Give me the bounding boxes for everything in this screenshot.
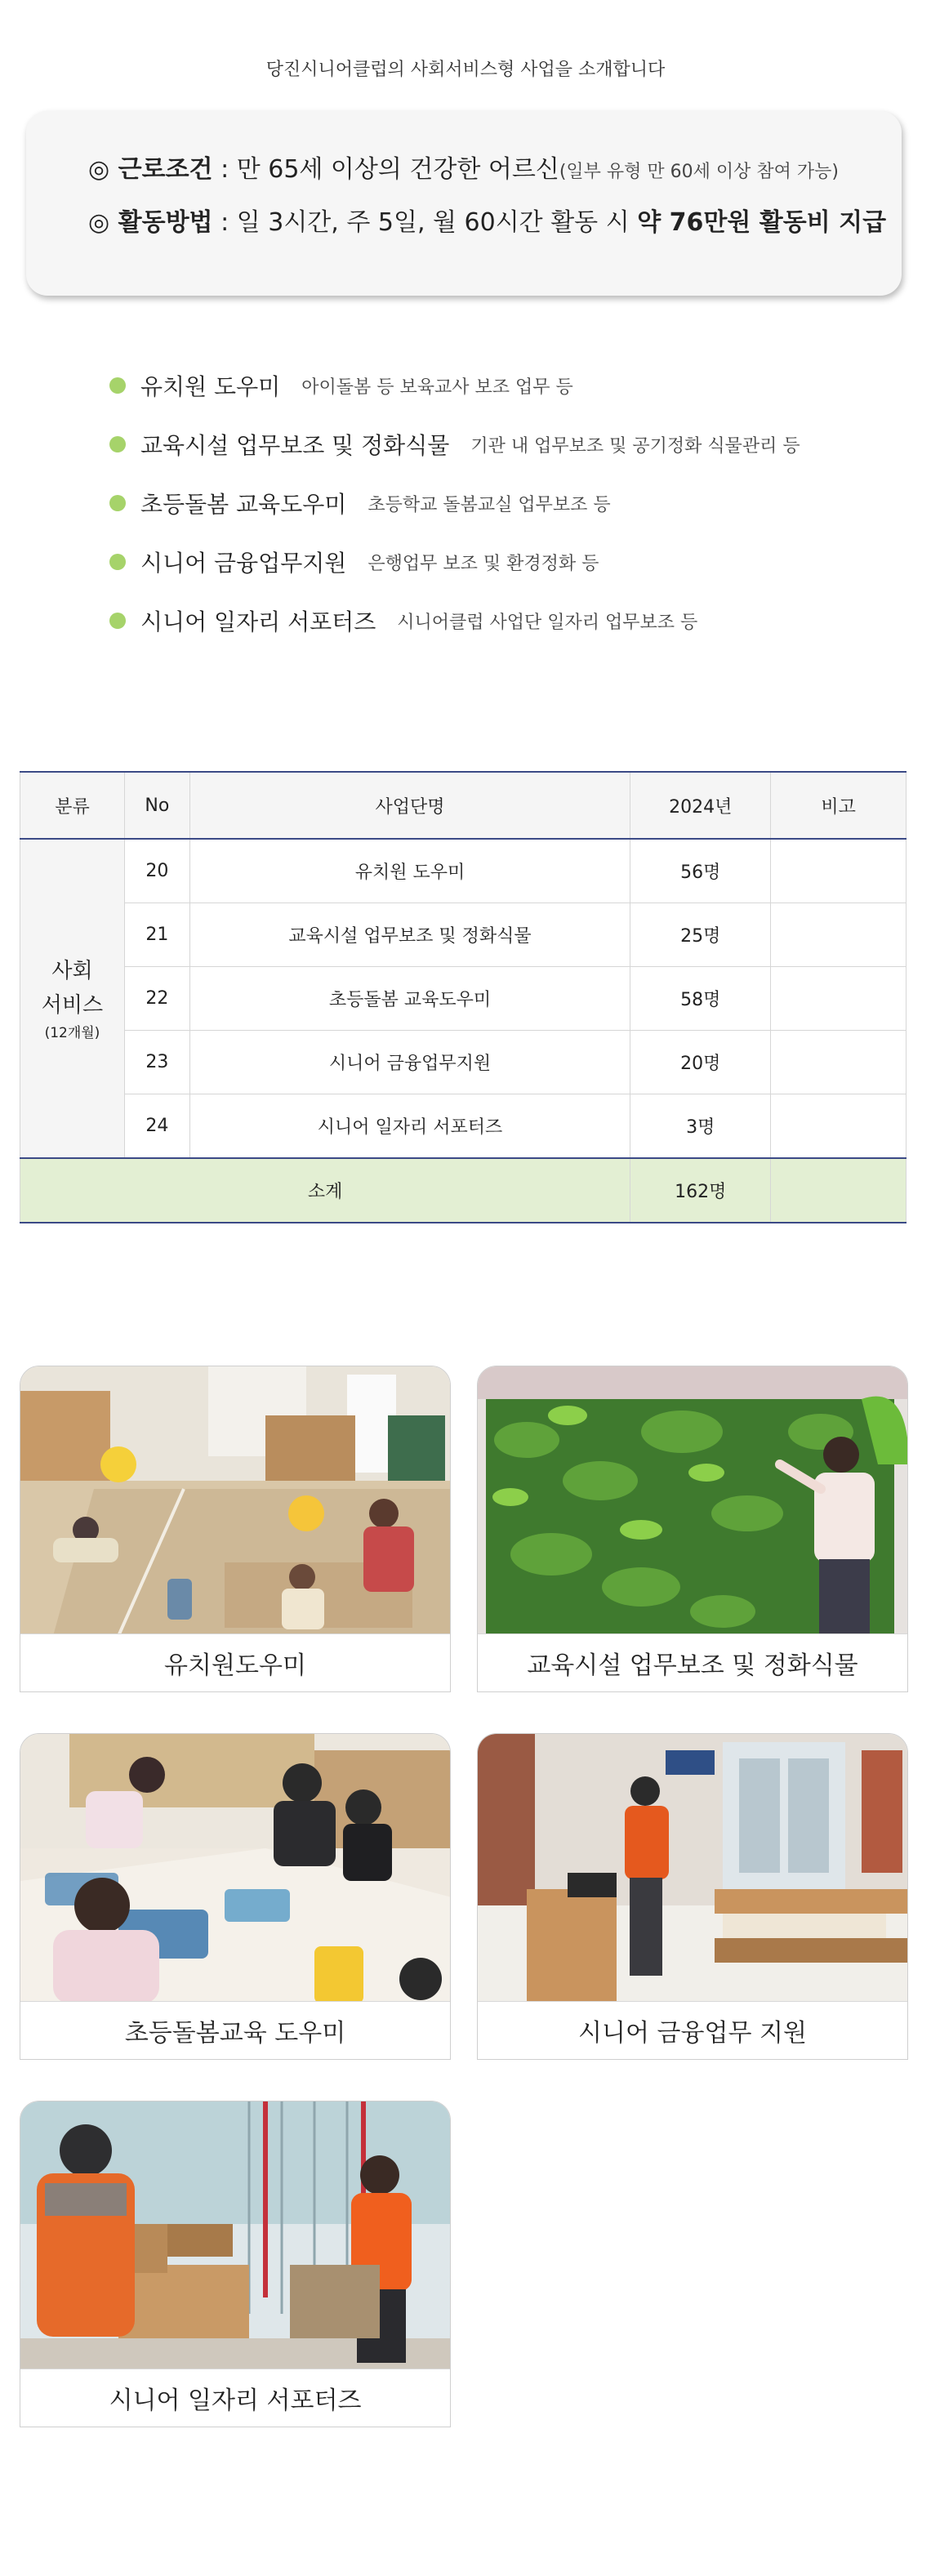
activity-method-text: : 일 3시간, 주 5일, 월 60시간 활동 시 — [212, 208, 638, 237]
row-no: 24 — [124, 1094, 189, 1159]
subtotal-label: 소계 — [20, 1158, 630, 1223]
work-condition-head: ◎ 근로조건 — [88, 155, 213, 184]
category-sub: (12개월) — [44, 1024, 100, 1041]
subtotal-row — [20, 1158, 906, 1223]
row-count: 20명 — [630, 1031, 771, 1094]
list-item — [109, 415, 800, 474]
activity-method-head: ◎ 활동방법 — [88, 208, 213, 237]
card-caption: 시니어 일자리 서포터즈 — [20, 2369, 450, 2427]
kindergarten-photo — [20, 1366, 450, 1636]
job-desc: 시니어클럽 사업단 일자리 업무보조 등 — [397, 612, 698, 633]
table-row — [20, 1031, 906, 1094]
header-note: 비고 — [771, 772, 906, 839]
row-no: 21 — [124, 903, 189, 967]
bullet-dot-icon — [109, 613, 126, 629]
row-note — [771, 839, 906, 903]
table-row — [20, 839, 906, 903]
job-name: 유치원 도우미 — [140, 373, 281, 400]
category-main-2: 서비스 — [41, 992, 104, 1018]
bullet-dot-icon — [109, 495, 126, 511]
job-name: 초등돌봄 교육도우미 — [140, 491, 347, 518]
bank-lobby-photo — [478, 1734, 907, 2003]
gallery-card — [477, 1366, 908, 1692]
row-no: 20 — [124, 839, 189, 903]
header-name: 사업단명 — [189, 772, 630, 839]
header-category: 분류 — [20, 772, 125, 839]
row-name: 교육시설 업무보조 및 정화식물 — [189, 903, 630, 967]
card-caption: 초등돌봄교육 도우미 — [20, 2001, 450, 2059]
job-desc: 초등학교 돌봄교실 업무보조 등 — [368, 494, 611, 515]
list-item — [109, 356, 800, 415]
card-caption: 유치원도우미 — [20, 1633, 450, 1691]
row-count: 58명 — [630, 967, 771, 1031]
row-no: 22 — [124, 967, 189, 1031]
row-no: 23 — [124, 1031, 189, 1094]
card-caption: 교육시설 업무보조 및 정화식물 — [478, 1633, 907, 1691]
subtotal-note — [771, 1158, 906, 1223]
activity-method — [88, 207, 902, 239]
list-item — [109, 533, 800, 591]
job-desc: 기관 내 업무보조 및 공기정화 식물관리 등 — [470, 435, 800, 457]
list-item — [109, 591, 800, 650]
activity-pay: 약 76만원 활동비 지급 — [637, 208, 887, 237]
category-main-1: 사회 — [51, 958, 93, 983]
bullet-dot-icon — [109, 554, 126, 570]
table-header-row — [20, 772, 906, 839]
row-name: 시니어 일자리 서포터즈 — [189, 1094, 630, 1159]
row-name: 유치원 도우미 — [189, 839, 630, 903]
gallery-card — [20, 2101, 451, 2427]
job-desc: 은행업무 보조 및 환경정화 등 — [368, 553, 599, 574]
green-wall-photo — [478, 1366, 907, 1636]
table-row — [20, 903, 906, 967]
table-row — [20, 1094, 906, 1159]
row-note — [771, 1031, 906, 1094]
row-note — [771, 1094, 906, 1159]
row-count: 25명 — [630, 903, 771, 967]
row-note — [771, 967, 906, 1031]
row-name: 초등돌봄 교육도우미 — [189, 967, 630, 1031]
row-count: 3명 — [630, 1094, 771, 1159]
row-note — [771, 903, 906, 967]
work-condition — [88, 154, 902, 189]
list-item — [109, 474, 800, 533]
row-count: 56명 — [630, 839, 771, 903]
conditions-box — [26, 111, 902, 296]
header-no: No — [124, 772, 189, 839]
category-cell — [20, 839, 125, 1158]
job-name: 시니어 일자리 서포터즈 — [140, 608, 376, 635]
gallery-card — [20, 1733, 451, 2060]
warehouse-photo — [20, 2101, 450, 2371]
program-table — [20, 771, 906, 1223]
table-row — [20, 967, 906, 1031]
bullet-dot-icon — [109, 377, 126, 394]
work-condition-text: : 만 65세 이상의 건강한 어르신 — [212, 155, 559, 184]
bullet-dot-icon — [109, 436, 126, 452]
job-name: 시니어 금융업무지원 — [140, 550, 347, 577]
header-year: 2024년 — [630, 772, 771, 839]
gallery-card — [477, 1733, 908, 2060]
job-list — [109, 356, 800, 650]
job-name: 교육시설 업무보조 및 정화식물 — [140, 432, 450, 459]
intro-text: 당진시니어클럽의 사회서비스형 사업을 소개합니다 — [265, 60, 666, 80]
row-name: 시니어 금융업무지원 — [189, 1031, 630, 1094]
card-caption: 시니어 금융업무 지원 — [478, 2001, 907, 2059]
subtotal-count: 162명 — [630, 1158, 771, 1223]
gallery-card — [20, 1366, 451, 1692]
job-desc: 아이돌봄 등 보육교사 보조 업무 등 — [301, 377, 573, 398]
elementary-care-photo — [20, 1734, 450, 2003]
work-condition-note: (일부 유형 만 60세 이상 참여 가능) — [559, 162, 839, 182]
